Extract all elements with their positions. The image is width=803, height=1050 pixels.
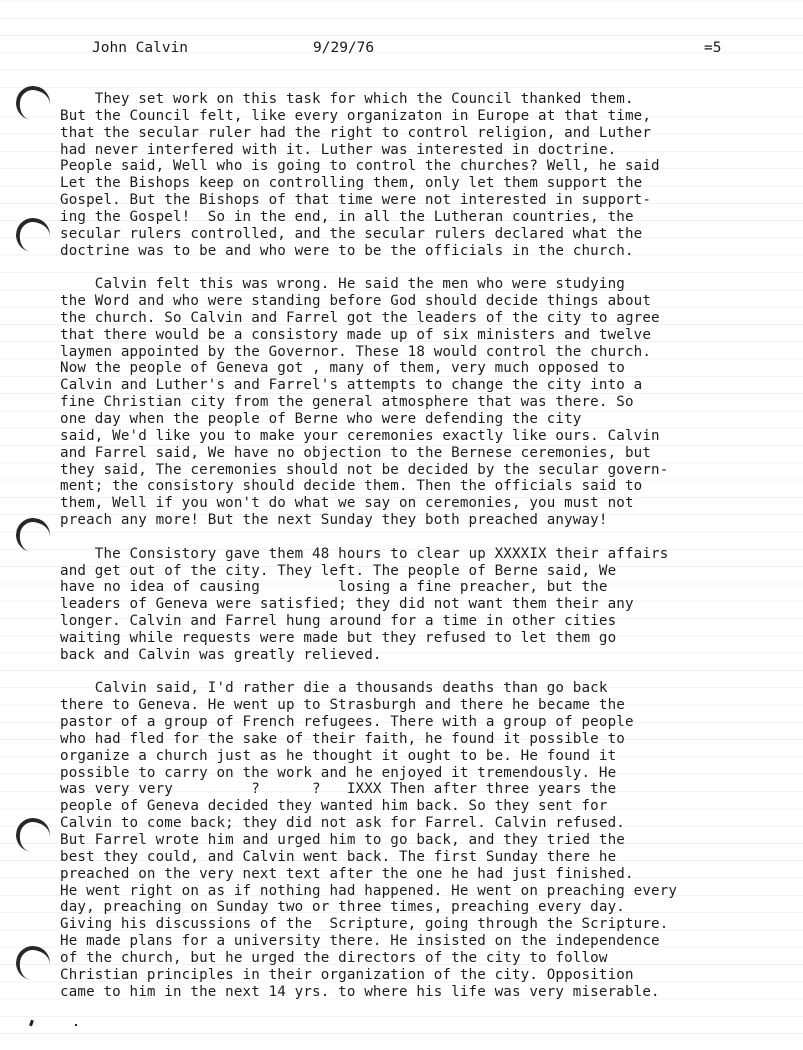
- text-line: day, preaching on Sunday two or three times, preaching every day.: [60, 899, 625, 916]
- text-line: Giving his discussions of the Scripture, going through the Scripture.: [60, 916, 669, 933]
- text-line: People said, Well who is going to control the churches? Well, he said: [60, 158, 660, 175]
- text-line: one day when the people of Berne who were defending the city: [60, 410, 582, 427]
- text-line: there to Geneva. He went up to Strasburgh and there he became the: [60, 697, 625, 714]
- text-line: laymen appointed by the Governor. These 18 would control the church.: [60, 343, 652, 360]
- text-line: possible to carry on the work and he enjoyed it tremendously. He: [60, 764, 617, 781]
- text-line: But Farrel wrote him and urged him to go back, and they tried the: [60, 831, 625, 848]
- binder-hole-mark: [13, 83, 52, 122]
- text-line: Let the Bishops keep on controlling them, only let them support the: [60, 175, 643, 192]
- paragraph: [60, 276, 795, 529]
- text-line: preach any more! But the next Sunday they both preached anyway!: [60, 512, 608, 529]
- text-line: and Farrel said, We have no objection to the Bernese ceremonies, but: [60, 444, 652, 461]
- text-line: of the church, but he urged the directors of the city to follow: [60, 949, 608, 966]
- text-line: that there would be a consistory made up of six ministers and twelve: [60, 326, 652, 343]
- text-line: secular rulers controlled, and the secular rulers declared what the: [60, 225, 643, 242]
- text-line: had never interfered with it. Luther was interested in doctrine.: [60, 141, 617, 158]
- paper-specks: [28, 1018, 88, 1030]
- header-author: John Calvin: [92, 40, 189, 56]
- header-page-number: =5: [704, 40, 722, 56]
- text-line: came to him in the next 14 yrs. to where his life was very miserable.: [60, 983, 660, 1000]
- text-line: The Consistory gave them 48 hours to clear up XXXXIX their affairs: [60, 545, 669, 562]
- text-line: Calvin and Luther's and Farrel's attempts to change the city into a: [60, 377, 643, 394]
- binder-hole-mark: [13, 215, 52, 254]
- text-line: and get out of the city. They left. The people of Berne said, We: [60, 562, 617, 579]
- paragraph: [60, 680, 795, 1000]
- text-line: who had fled for the sake of their faith, he found it possible to: [60, 730, 625, 747]
- text-line: Now the people of Geneva got , many of them, very much opposed to: [60, 360, 625, 377]
- text-line: ment; the consistory should decide them. Then the officials said to: [60, 478, 643, 495]
- text-line: doctrine was to be and who were to be the officials in the church.: [60, 242, 634, 259]
- text-line: pastor of a group of French refugees. There with a group of people: [60, 714, 634, 731]
- text-line: them, Well if you won't do what we say on ceremonies, you must not: [60, 495, 634, 512]
- text-line: back and Calvin was greatly relieved.: [60, 646, 382, 663]
- text-line: ing the Gospel! So in the end, in all the Lutheran countries, the: [60, 208, 634, 225]
- page-header: [0, 40, 803, 60]
- binder-hole-mark: [13, 815, 52, 854]
- text-line: He made plans for a university there. He insisted on the independence: [60, 933, 660, 950]
- text-line: waiting while requests were made but they refused to let them go: [60, 629, 617, 646]
- text-line: But the Council felt, like every organizaton in Europe at that time,: [60, 107, 652, 124]
- text-line: Gospel. But the Bishops of that time were not interested in support-: [60, 192, 652, 209]
- text-line: Christian principles in their organization of the city. Opposition: [60, 966, 634, 983]
- text-line: Calvin to come back; they did not ask for Farrel. Calvin refused.: [60, 815, 625, 832]
- text-line: best they could, and Calvin went back. The first Sunday there he: [60, 848, 617, 865]
- text-line: people of Geneva decided they wanted him back. So they sent for: [60, 798, 608, 815]
- text-line: Calvin felt this was wrong. He said the men who were studying: [60, 276, 625, 293]
- text-line: the church. So Calvin and Farrel got the leaders of the city to agree: [60, 309, 660, 326]
- header-date: 9/29/76: [313, 40, 375, 56]
- body-text: [60, 91, 795, 1017]
- text-line: they said, The ceremonies should not be decided by the secular govern-: [60, 461, 669, 478]
- text-line: was very very ? ? IXXX Then after three years the: [60, 781, 617, 798]
- text-line: Calvin said, I'd rather die a thousands deaths than go back: [60, 680, 608, 697]
- text-line: leaders of Geneva were satisfied; they did not want them their any: [60, 596, 634, 613]
- text-line: the Word and who were standing before God should decide things about: [60, 293, 652, 310]
- binder-hole-mark: [13, 515, 52, 554]
- text-line: preached on the very next text after the one he had just finished.: [60, 865, 634, 882]
- text-line: They set work on this task for which the Council thanked them.: [60, 91, 634, 107]
- text-line: said, We'd like you to make your ceremonies exactly like ours. Calvin: [60, 427, 660, 444]
- text-line: that the secular ruler had the right to control religion, and Luther: [60, 124, 652, 141]
- paragraph: [60, 91, 795, 259]
- text-line: He went right on as if nothing had happened. He went on preaching every: [60, 882, 678, 899]
- text-line: longer. Calvin and Farrel hung around for a time in other cities: [60, 613, 617, 630]
- text-line: fine Christian city from the general atmosphere that was there. So: [60, 394, 634, 411]
- text-line: organize a church just as he thought it ought to be. He found it: [60, 747, 617, 764]
- binder-hole-mark: [13, 943, 52, 982]
- paragraph: [60, 546, 795, 664]
- text-line: have no idea of causing losing a fine preacher, but the: [60, 579, 608, 596]
